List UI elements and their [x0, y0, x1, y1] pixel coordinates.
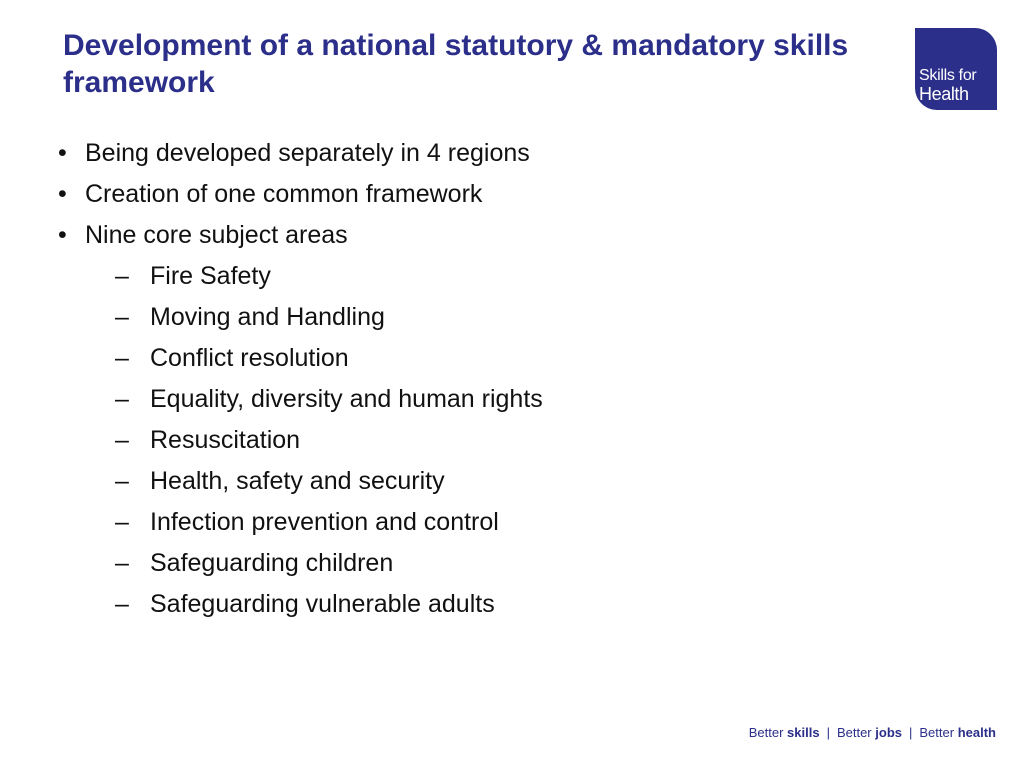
sub-bullet-text: Safeguarding children [150, 549, 394, 577]
sub-bullet-item [58, 461, 878, 502]
sub-bullet-text: Health, safety and security [150, 467, 445, 495]
sub-bullet-item [58, 584, 878, 625]
sub-bullet-item [58, 543, 878, 584]
footer-separator: | [826, 725, 830, 740]
bullet-item [58, 215, 878, 256]
slide-content-list [58, 133, 878, 625]
sub-bullet-text: Safeguarding vulnerable adults [150, 590, 495, 618]
sub-bullet-item [58, 420, 878, 461]
footer-separator: | [909, 725, 913, 740]
sub-bullet-text: Moving and Handling [150, 303, 385, 331]
bullet-text: Creation of one common framework [85, 180, 483, 208]
dash-marker: – [115, 262, 129, 290]
dash-marker: – [115, 590, 129, 618]
footer-better-3: Better [919, 725, 955, 740]
sub-bullet-text: Equality, diversity and human rights [150, 385, 543, 413]
footer-better-2: Better [836, 725, 872, 740]
bullet-item [58, 174, 878, 215]
sub-bullet-item [58, 502, 878, 543]
footer-jobs: jobs [875, 725, 902, 740]
slide-title: Development of a national statutory & mandatory skills framework [63, 29, 849, 99]
dash-marker: – [115, 426, 129, 454]
sub-bullet-text: Resuscitation [150, 426, 301, 454]
dash-marker: – [115, 303, 129, 331]
dash-marker: – [115, 344, 129, 372]
sub-bullet-text: Conflict resolution [150, 344, 349, 372]
logo-line-2: Health [919, 84, 969, 104]
dash-marker: – [115, 385, 129, 413]
bullet-text: Nine core subject areas [85, 221, 348, 249]
dash-marker: – [115, 549, 129, 577]
skills-for-health-logo [915, 28, 997, 110]
sub-bullet-item [58, 338, 878, 379]
sub-bullet-item [58, 297, 878, 338]
bullet-marker: • [58, 180, 67, 208]
bullet-marker: • [58, 221, 67, 249]
sub-bullet-item [58, 256, 878, 297]
footer-better-1: Better [748, 725, 784, 740]
footer-skills: skills [787, 725, 820, 740]
bullet-marker: • [58, 139, 67, 167]
logo-line-1: Skills for [919, 67, 977, 84]
sub-bullet-text: Infection prevention and control [150, 508, 499, 536]
footer-tagline [749, 724, 996, 742]
bullet-text: Being developed separately in 4 regions [85, 139, 530, 167]
sub-bullet-text: Fire Safety [150, 262, 271, 290]
bullet-item [58, 133, 878, 174]
footer-health: health [957, 725, 996, 740]
sub-bullet-item [58, 379, 878, 420]
dash-marker: – [115, 508, 129, 536]
dash-marker: – [115, 467, 129, 495]
